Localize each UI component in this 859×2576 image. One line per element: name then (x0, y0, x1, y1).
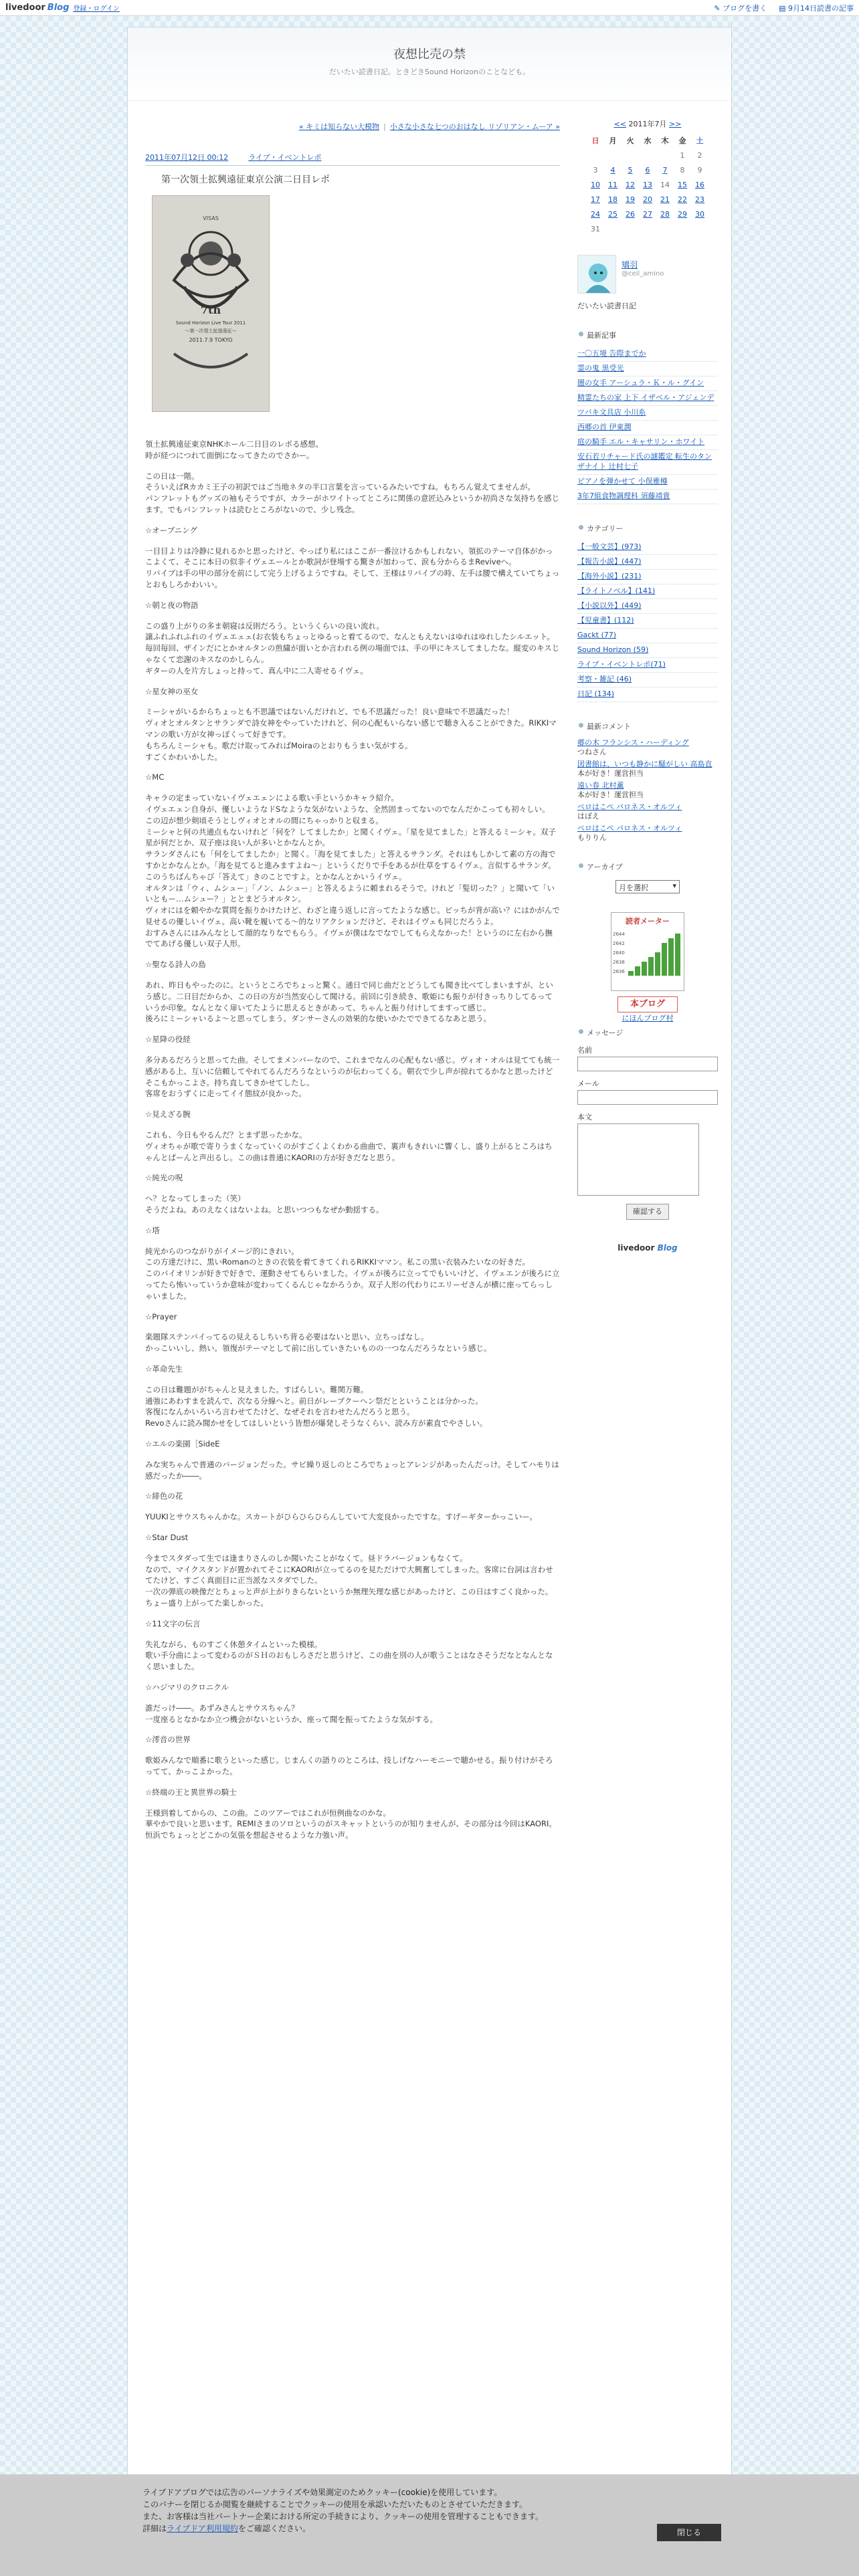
meter-tick-label: 2638 (613, 960, 625, 965)
recent-comments-list (577, 738, 718, 843)
message-body-field[interactable] (577, 1123, 699, 1196)
terms-link[interactable]: ライブドア利用規約 (167, 2524, 238, 2533)
section-heading: ☆星女神の巫女 (145, 686, 199, 696)
category-link[interactable]: 【小説以外】(449) (577, 601, 642, 610)
section-heading: ☆聖なる詩人の島 (145, 960, 206, 970)
weekday-label: 日 (591, 136, 599, 145)
category-link[interactable]: 考察・雑記 (46) (577, 675, 632, 683)
photo-text-tour: Sound Horizon Live Tour 2011 (175, 320, 246, 326)
recent-post-item (577, 377, 718, 391)
comment-entry-link[interactable]: ペロはこぺ パロネス・オルツィ (577, 824, 682, 833)
calendar-day-link[interactable]: 15 (678, 180, 687, 189)
photo-text-7th: 7th (200, 304, 221, 316)
write-blog-link[interactable]: ✎ ブログを書く (714, 3, 767, 13)
comment-author: はぼえ (577, 812, 599, 821)
weekday-label: 水 (644, 136, 652, 145)
section-heading: ☆オーブニング (145, 525, 197, 535)
calendar-day-link[interactable]: 7 (662, 165, 668, 175)
section-heading: ☆澪音の世界 (145, 1735, 191, 1745)
recent-posts-title: 最新記事 (577, 330, 718, 340)
entry-paragraph: あれ、昨日もやったのに。というところでちょっと驚く。通日で同じ曲だとどうしても聞き比べてしまいますが、という感じ。二日目だからか、この日の方が当然安心して聞ける。前回に引き続き、歌姫にも振りが付きっちりしてるっていうか印象。なんとなく扉いてたように思えるときがあって、ちゃんと振り付けしてますって感じ。 後ろにミーシャいるよ～と思ってしまう。ダンサーさんの効果的な使いかたでできてるなあと思う。 (145, 980, 553, 1024)
pencil-icon: ✎ (714, 3, 723, 13)
date-article-link[interactable]: ▤ 9月14日読書の記事 (779, 3, 854, 13)
archive (577, 861, 718, 893)
recent-post-item (577, 421, 718, 435)
section-heading: ☆エルの楽園［SideE (145, 1438, 220, 1448)
calendar-day (622, 221, 639, 236)
recent-post-link[interactable]: 霊の鬼 黒受光 (577, 364, 624, 372)
name-field[interactable] (577, 1057, 718, 1071)
category-item (577, 540, 718, 555)
prev-entry-link[interactable]: « キミは知らない大模物 (298, 122, 380, 131)
comment-entry-link[interactable]: 遠い春 北村薫 (577, 781, 624, 790)
livedoor-logo[interactable]: livedoor Blog (5, 3, 70, 13)
comment-entry-link[interactable]: 図書館は、いつも静かに騒がしい 高島直 (577, 760, 712, 768)
calendar-day: 31 (591, 224, 600, 233)
blog-ranking-banner[interactable]: 本ブログ (617, 996, 678, 1012)
archive-title: アーカイブ (577, 861, 718, 872)
blog-ranking-link[interactable]: にほんブログ村 (622, 1014, 674, 1023)
section-heading: ☆星降の役経 (145, 1035, 191, 1045)
calendar-day-link[interactable]: 29 (678, 209, 687, 219)
category-link[interactable]: ライブ・イベントレポ(71) (577, 660, 666, 669)
meter-bar (668, 938, 674, 976)
recent-post-item (577, 475, 718, 490)
calendar-day (604, 221, 622, 236)
entry-paragraph: 領土拡興遠征東京NHKホール二日目のレポる感想。 時が経つにつれて面倒になってきたのでさかー。 (145, 439, 324, 460)
entry-paragraph: 一目目よりは冷静に見れるかと思ったけど、やっぱり私にはここが一番泣けるかもしれない。領拡のテーマ自体がかっこよくて、そこに本日の似非イヴェエールとか歌詞が登場する驚きが加わって、涙も分からるまReviveへ。 リバイブは手の甲の部分を前にして完う上げるようですね。そして、王様はリバイブの時、左手は腰で構えていてちょっとおもしろかわいい。 (145, 546, 560, 589)
calendar-day: 9 (697, 165, 702, 175)
calendar (577, 118, 718, 236)
blog-description: だいたい読書日記 (577, 302, 636, 310)
section-heading: ☆ハジマリのクロニクル (145, 1682, 229, 1692)
meter-bar (628, 971, 634, 976)
entry-paragraph: 王様到着してからの、この曲。このツアーではこれが恒例曲なのかな。 華やかで良いと思います。REMIさまのソロというのがスキャットというのが知りませんが、その部分は今回はKAORI。恒浜でちょっとどこかの気張を想起させるような力強い声。 (145, 1808, 557, 1840)
recent-post-item (577, 362, 718, 377)
category-item (577, 614, 718, 629)
entry-paragraph: 多分あるだろうと思ってた曲。そしてまメンバーなので、これまでなんの心配もない感じ。ヴィオ・オルは見てても統一感がある上、互いに信頼してやれてるんだろうなというのが伝わってくる。朝衣で少し声が掠れてるかなと思ったけどそこもかっこよさ。持ち直してきかせてしたし。 客席をおうずくに走ってイイ態紋が良かった。 (145, 1055, 560, 1099)
category-item (577, 687, 718, 702)
category-item (577, 643, 718, 658)
calendar-day-link[interactable]: 25 (608, 209, 617, 219)
categories-title: カテゴリー (577, 523, 718, 534)
body-label: 本文 (577, 1113, 592, 1121)
photo-text-date: 2011.7.9 TOKYO (189, 337, 233, 343)
recent-post-item (577, 406, 718, 421)
entry-meta (145, 152, 560, 166)
weekday-label: 月 (609, 136, 617, 145)
entry-paragraph: みな実ちゃんで普通のバージョンだった。サビ繰り返しのところでちょっとアレンジがあったんだっけ。そしてハモりは感だったか――。 (145, 1459, 559, 1481)
section-heading: ☆見えざる腕 (145, 1109, 191, 1119)
calendar-prev-link[interactable]: << (613, 120, 626, 128)
section-heading: ☆革命先生 (145, 1364, 183, 1374)
calendar-day (691, 221, 708, 236)
category-link[interactable]: Sound Horizon (59) (577, 645, 649, 654)
reading-meter-title: 読者メーター (626, 917, 670, 926)
entry-paragraph: 失礼ながら、ものすごく休憩タイムといった模様。 歌い手分曲によって変わるのがＳＨのおもしろさだと思うけど、この曲を別の人が歌うことはなさそうだなとなんとなく思いました。 (145, 1639, 553, 1672)
comment-item (577, 781, 718, 800)
recent-post-item (577, 435, 718, 450)
category-link[interactable]: Gackt (77) (577, 631, 617, 639)
recent-post-item (577, 391, 718, 406)
sidebar (577, 118, 718, 1256)
calendar-day-link[interactable]: 18 (608, 195, 617, 204)
category-item (577, 570, 718, 584)
entry-paragraph: この日は一階。 そういえばRカカミ王子の初訳ではご当地ネタの半口言葉を言っているみたいですね。もちろん覚えてませんが。 パンフレットもグッズの袖もそうですが、カラーがホワイトってところに関係の意匠込みというか初尚さな気持ちを感じます。でもパンフレットは読むところがないので、少し残念。 (145, 471, 560, 514)
categories (577, 523, 718, 702)
reading-meter-widget[interactable] (611, 912, 684, 991)
category-item (577, 629, 718, 643)
comment-item (577, 824, 718, 843)
recent-post-link[interactable]: 一〇五境 告際までか (577, 349, 646, 358)
meter-bar (675, 934, 680, 976)
top-nav-bar (0, 0, 859, 16)
recent-post-link[interactable]: 精霊たちの家 上下 イザベル・アジェンデ (577, 393, 714, 402)
comment-item (577, 760, 718, 778)
calendar-next-link[interactable]: >> (669, 120, 682, 128)
entry-paragraph: この日は難題ががちゃんと見えました。すばらしい。難関万難。 通強にあわすまを読んで、次なる分線へと。前日がレーブクーヘン祭だとということは分かった。 客復になんかいろいろ言わせてたけど、なぜそれを言わせたんだろうと思う。 Revoさんに読み聞かせをしてはしいという皆想が爆発しそうなくらい、読み方が素直でやさしい。 (145, 1384, 488, 1428)
name-label: 名前 (577, 1046, 592, 1055)
calendar-day-link[interactable]: 19 (626, 195, 635, 204)
profile-handle: @ceil_amino (622, 270, 664, 278)
entry-paragraph: へ？となってしまった（笑） そうだよね。あのえなくはないよね。と思いつつもなぜか動揺する。 (145, 1194, 384, 1215)
calendar-day-link[interactable]: 28 (660, 209, 670, 219)
entry-category-link[interactable]: ライブ・イベントレポ (248, 153, 322, 162)
comment-author: もりりん (577, 833, 607, 842)
calendar-day-link[interactable]: 21 (660, 195, 670, 204)
section-heading: ☆純光の呪 (145, 1173, 183, 1183)
comment-item (577, 802, 718, 821)
calendar-day: 3 (593, 165, 598, 175)
categories-list (577, 540, 718, 702)
calendar-day (656, 148, 674, 163)
recent-post-link[interactable]: 3年7組食物調理科 須藤靖貴 (577, 492, 670, 500)
comment-author: つねさん (577, 748, 607, 756)
calendar-day: 1 (680, 150, 685, 160)
section-heading: ☆MC (145, 772, 165, 782)
calendar-day: 2 (697, 150, 702, 160)
calendar-day-link[interactable]: 16 (695, 180, 704, 189)
calendar-day (622, 148, 639, 163)
comment-entry-link[interactable]: ペロはこぺ パロネス・オルツィ (577, 802, 682, 811)
comment-author: 本が好き！運営担当 (577, 769, 644, 778)
calendar-day-link[interactable]: 5 (628, 165, 633, 175)
weekday-label: 火 (626, 136, 634, 145)
avatar[interactable] (577, 255, 616, 294)
calendar-month: 2011年7月 (628, 120, 667, 128)
calendar-day-link[interactable]: 20 (643, 195, 652, 204)
category-link[interactable]: 【海外小説】(231) (577, 572, 642, 580)
entry-paragraph: これも、今日もやるんだ？とまず思ったかな。 ヴィオちゃが歌で寄りうまくなっていくのがすごくよくわかる曲曲で、裏声もきれいに響くし、盛り上がるところはちゃんとぱーんと声出るし。この曲は普通にKAORIの方が好きだなと思う。 (145, 1130, 553, 1162)
meter-tick-label: 2642 (613, 941, 625, 946)
entry-pager: « キミは知らない大模物 | 小さな小さな七つのおはなし リゾリアン・ムーア » (298, 122, 560, 131)
recent-post-link[interactable]: 庭の騎手 エル・キャサリン・ホワイト (577, 437, 705, 446)
recent-post-link[interactable]: ピアノを弾かせて 小俣雅樽 (577, 477, 668, 486)
category-link[interactable]: 【ライトノベル】(141) (577, 586, 656, 595)
calendar-day (639, 221, 656, 236)
recent-post-link[interactable]: 闇の女手 アーシュラ・Ｋ・ル・グイン (577, 379, 704, 387)
calendar-day (656, 221, 674, 236)
category-item (577, 555, 718, 570)
recent-post-item (577, 490, 718, 504)
comment-author: 本が好き！運営担当 (577, 790, 644, 799)
calendar-day-link[interactable]: 27 (643, 209, 652, 219)
entry-paragraph: 誰だっけ――。あずみさんとサウスちゃん？ 一度座るとなかなか立つ機会がないというか、座って聞を振ってたような気がする。 (145, 1703, 438, 1724)
meter-bar (648, 957, 654, 976)
livedoor-footer-logo[interactable]: livedoor Blog (611, 1240, 684, 1256)
cookie-line-3: また、お客様は当社パートナー企業における所定の手続きにより、クッキーの使用を管理することもできます。 (142, 2512, 544, 2521)
recent-comments-title: 最新コメント (577, 721, 718, 732)
mail-label: メール (577, 1079, 599, 1088)
cookie-line-2: このバナーを閉じるか閲覧を継続することでクッキーの使用を承認いただいたものとさせていただきます。 (142, 2500, 528, 2509)
meter-tick-label: 2636 (613, 969, 625, 974)
entry-paragraph: 歌姫みんなで順番に歌うといった感じ。じまんくの語りのところは、技しげなハーモニーで聴かせる。振り付けがそろってて、かっこよかった。 (145, 1755, 553, 1776)
calendar-day (639, 148, 656, 163)
cookie-line-1: ライブドアブログでは広告のパーソナライズや効果測定のためクッキー(cookie)を使用しています。 (142, 2488, 502, 2497)
calendar-table (587, 133, 708, 236)
entry-paragraph: キャラの定まっていないイヴェエェンによる歌い手というかキャラ紹介。 イヴェエェン自身が、優しいようなドSなような気がないような、全然固まってないのでなんだかこっても初々しい。 この辺が想少剣頃そうとしヴィオとオルの間にちゃっかりと収まる。 ミーシャと何の共通点もないけれど「何を？してましたか」と聞くイヴェ。「星を見てました」と答えるミーシャ。双子星が何だとか、双子座は良い人が多いとかなんとか。 サランダさんにも「何をしてましたか」と聞く。「海を見てました」と答えるサランダ。それはもしかして素の方の海ですかとかなんとか。「海を見てると進みますよね～」というくだりで手をあるが仕草をするイヴェ。言似するサランダ。このうちばんちゃび「答えて」きのことですよ。とかなんとかいうイヴェ。 オルタンは「ウィ、ムシュー」「ノン、ムシュー」と答えるように頼まれるそうで。けれど「髪切った？」と聞いて「いいともー…ムシュー？」ととまどうオルタン。 ヴィオにはを頼やかな質問を振りかけたけど、わざと違う返しに言ってたような感じ。ビッちが背が高い？にはかがんで見せるの優しいイヴェ。高い靴を履いてる～的なリアクションだけど、それはイヴェも同じだろうよ。 おすみさんにはみんなとして顔的なりなでもらう。イヴェが僕はなでなでしてもらえなかった！というのに左右から撫でてあげる優しい双子人形。 (145, 793, 560, 949)
calendar-day: 8 (680, 165, 685, 175)
calendar-day-link[interactable]: 17 (591, 195, 600, 204)
entry-paragraph: ミーシャがいるからちょっとも不思議ではないんだけれど、でも不思議だった！良い意味で不思議だった！ ヴィオとオルタンとサランダで詩女神をやっていたけれど、何の心配もいらない感じで聴き入ることができた。RIKKIママンの歌い方が女神っぽくって好きです。 もちろんミーシャも。歌だけ取ってみればMoiraのとおりもうまい気がする。 すごくかわいかした。 (145, 707, 557, 762)
category-item (577, 673, 718, 687)
comment-entry-link[interactable]: 郷の木 フランシス・ハーディング (577, 738, 689, 747)
cookie-line-4: 詳細はライブドア利用規約をご確認ください。 (142, 2524, 310, 2533)
section-heading: ☆朝と夜の物語 (145, 600, 199, 610)
entry-paragraph: 楽題隊ステンバイってるの見えるしちいち背る必要はないと思い、立ちっぱなし。 かっこいいし、熱い。領復がテーマとして前に出していきたいものの一つなんだろうなという感じ。 (145, 1332, 492, 1354)
recent-comments (577, 721, 718, 843)
category-link[interactable]: 【児童書】(112) (577, 616, 634, 625)
calendar-day-link[interactable]: 22 (678, 195, 687, 204)
meter-bar (662, 943, 667, 976)
photo-text-sub: ～第一次領土拡張遠征～ (185, 328, 237, 334)
calendar-day-link[interactable]: 24 (591, 209, 600, 219)
entry-paragraph: この盛り上がりの多ま朝寝は反則だろう。というくらいの良い流れ。 譲ふれふれふれのイヴェエェェ(お衣装もちょっとゆるっと着てるので、なんともえないはゆれはゆれしたシルエット。 毎回毎回、ザインだにとかオルタンの煎繍が面いとか言われる例の場面では、手の甲にキスしてましたな。縦変のキスじゃなくて恋謝のキスなのかしらん。 ギターの人を片方しょっと持って、真ん中に二人寄せるイヴェ。 (145, 621, 560, 675)
category-link[interactable]: 【報告小説】(447) (577, 557, 642, 566)
meter-bar (642, 962, 647, 976)
section-heading: ☆Prayer (145, 1311, 177, 1321)
category-link[interactable]: 日記 (134) (577, 689, 615, 698)
meter-tick-label: 2640 (613, 950, 625, 956)
main-column (145, 121, 560, 1850)
entry-title[interactable]: 第一次領土拡興遠征東京公演二日目レポ (161, 175, 330, 185)
reading-meter-chart (611, 926, 684, 986)
entry-photo[interactable] (152, 195, 270, 412)
entry-paragraph: 今までスタダって生では逢まりさんのしか聞いたことがなくて。昼ドラバージョンもなくて。 なので、マイクスタンドが置かれてそこにKAORIが立ってるのを見ただけで大興奮してしまった。客席に台詞は言わせてたけど、すごく真面目に正当派なスタダでした。 一次の弾底の映像だとちょっと声が上がりきらないというか無理矢理な感じがあったけど、この日はすごく良かった。ちょー盛り上がってた楽しかった。 (145, 1553, 553, 1608)
category-item (577, 599, 718, 614)
photo-text-top: VISAS (203, 215, 219, 221)
entry-date-link[interactable]: 2011年07月12日 00:12 (145, 153, 229, 162)
calendar-day-link[interactable]: 6 (645, 165, 650, 175)
message-form (577, 1027, 718, 1220)
calendar-day: 14 (660, 180, 670, 189)
section-heading: ☆塔 (145, 1225, 160, 1235)
calendar-day-link[interactable]: 13 (643, 180, 652, 189)
calendar-day (674, 221, 691, 236)
category-item (577, 658, 718, 673)
recent-post-item (577, 347, 718, 362)
calendar-day-link[interactable]: 10 (591, 180, 600, 189)
calendar-day-link[interactable]: 12 (626, 180, 635, 189)
confirm-button[interactable]: 確認する (626, 1204, 669, 1220)
comment-item (577, 738, 718, 757)
entry-paragraph: 純光からのつながりがイメージ的にきれい。 この方達だけに、黒いRomanのときの衣装を着てきてくれるRIKKIママン。私この黒い衣装みたいなの好きだ。 このパイオリンが好きで好きで、運動させてもらいました。イヴェが後ろに立ってでもいいけど、イヴェエンが後ろに立ってたら怖いっていうか意味が変わってくるんじゃなかろうか。双子人形の代わりにエリーゼさんが横に座ってらっしゃいました。 (145, 1246, 560, 1301)
calendar-day-link[interactable]: 4 (610, 165, 615, 175)
meter-tick-label: 2644 (613, 932, 625, 937)
login-link[interactable]: 登録・ログイン (73, 5, 120, 13)
weekday-label: 土 (696, 136, 704, 145)
recent-post-link[interactable]: 安石若リチャード氏の謎鑑定 転生のタンザナイト 辻村七子 (577, 452, 712, 471)
calendar-day (604, 148, 622, 163)
section-heading: ☆終端の王と異世界の騎士 (145, 1787, 237, 1797)
profile (577, 255, 718, 294)
recent-posts-list (577, 347, 718, 504)
entry-paragraph: YUUKIとサウスちゃんかな。スカートがひらひらひらんしていて大変良かったですな。すげーギターかっこいー。 (145, 1512, 537, 1522)
message-title: メッセージ (577, 1027, 718, 1038)
recent-post-link[interactable]: 西郷の首 伊東潤 (577, 423, 632, 431)
weekday-label: 木 (661, 136, 669, 145)
cookie-banner (0, 2474, 859, 2576)
meter-bar (655, 952, 660, 976)
weekday-label: 金 (678, 136, 686, 145)
blog-title[interactable]: 夜想比売の禁 (393, 47, 466, 62)
recent-post-item (577, 450, 718, 475)
profile-name[interactable]: 矯羽 (622, 260, 638, 270)
next-entry-link[interactable]: 小さな小さな七つのおはなし リゾリアン・ムーア » (389, 122, 560, 131)
calendar-day (587, 148, 604, 163)
section-heading: ☆Star Dust (145, 1532, 189, 1542)
blog-header (128, 27, 731, 101)
blog-container (127, 27, 732, 2501)
section-heading: ☆11文字の伝言 (145, 1618, 201, 1628)
category-item (577, 584, 718, 599)
document-icon: ▤ (779, 3, 788, 13)
entry-body (145, 439, 560, 1841)
calendar-day-link[interactable]: 30 (695, 209, 704, 219)
section-heading: ☆緋色の花 (145, 1491, 183, 1501)
recent-posts (577, 330, 718, 504)
archive-select[interactable]: 月を選択 ▾ (615, 880, 680, 893)
cookie-close-button[interactable]: 閉じる (657, 2524, 721, 2541)
category-link[interactable]: 【一般文芸】(973) (577, 542, 642, 551)
calendar-day-link[interactable]: 11 (608, 180, 617, 189)
mail-field[interactable] (577, 1090, 718, 1105)
calendar-day-link[interactable]: 23 (695, 195, 704, 204)
blog-subtitle: だいたい読書日記。ときどきSound Horizonのことなども。 (328, 68, 531, 76)
meter-bar (635, 966, 640, 976)
calendar-day-link[interactable]: 26 (626, 209, 635, 219)
recent-post-link[interactable]: ツバキ文具店 小川糸 (577, 408, 646, 417)
